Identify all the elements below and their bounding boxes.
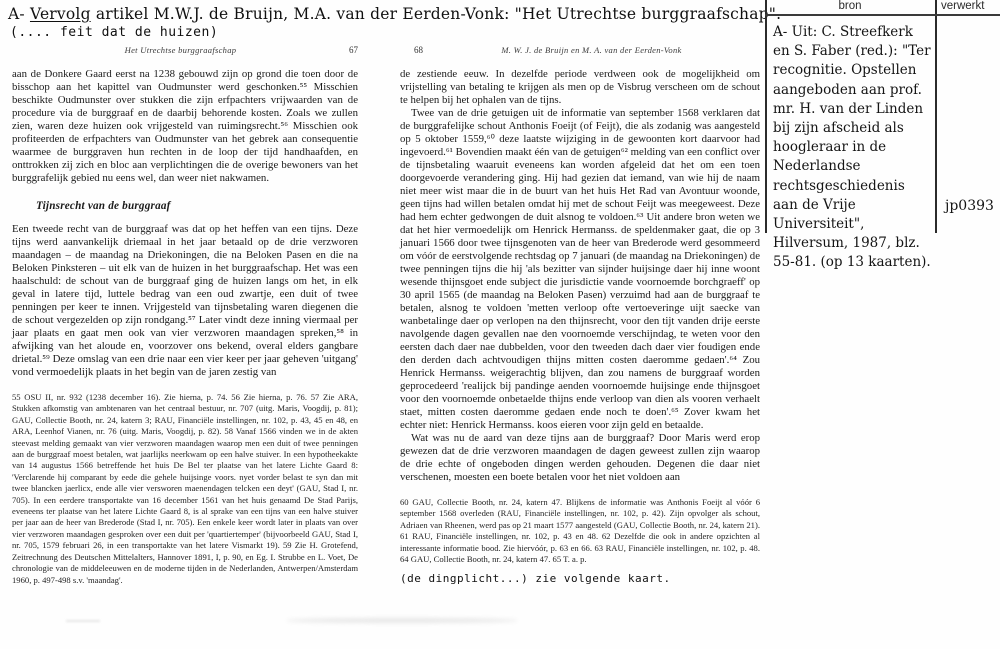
footnotes-right: 60 GAU, Collectie Booth, nr. 24, katern 47. Blijkens de informatie was Anthonis Foeijt al vóór 6 september 1568 overleden (RAU, Financiële instellingen, nr. 102, p. 42). Zijn opvolger als schout, Adriaen van Rheenen, werd pas op 21 maart 1577 aangesteld (GAU, Collectie Booth, nr. 24, katern 21). 61 RAU, Financiële instellingen, nr. 102, p. 43 en 48. 62 Dezelfde die ook in andere opzichten al interessante informatie bood. Zie hiervóór, p. 63 en 66. 63 RAU, Financiële instellingen, nr. 102, p. 48. 64 GAU, Collectie Booth, nr. 24, katern 47. 65 T. a. p. bbox=[400, 497, 760, 565]
typed-subtitle: (.... feit dat de huizen) bbox=[10, 25, 219, 40]
scan-artifact-dots bbox=[66, 620, 100, 622]
title-prefix: A- bbox=[8, 5, 30, 23]
handwritten-title bbox=[8, 5, 782, 23]
card-code: jp0393 bbox=[945, 198, 994, 214]
index-panel-left-border bbox=[765, 0, 767, 233]
scan-page-left bbox=[12, 45, 358, 586]
article-paragraph: de zestiende eeuw. In dezelfde periode verdween ook de mogelijkheid om vrijstelling van betaling te krijgen als men op de Visbrug verscheen om de schout te helpen bij het ophalen van de tijns. bbox=[400, 68, 760, 106]
page-header-left bbox=[12, 45, 358, 55]
article-paragraph: Twee van de drie getuigen uit de informatie van september 1568 verklaren dat de burggrafelijke schout Anthonis Foeijt (of Feijt), die als zodanig was aangesteld op 5 oktober 1559,⁶⁰ deze laatste wijziging in de gewoonten kort daarvoor had ingevoerd.⁶¹ Bovendien maakt één van de getuigen⁶² melding van een conflict over de tijnsbetaling waaruit eveneens kan worden afgeleid dat het om een toen doorgevoerde verandering ging. Hij had gezien dat iemand, van wie hij de naam niet meer wist maar die in de buurt van het huis Het Rad van Avontuur woonde, geen tijns had willen betalen omdat hij met de schout Feijt was meegeweest. Deze had hem echter gedwongen de duit alsnog te voldoen.⁶³ Uit andere bron weten we dat het hier vermoedelijk om Henrick Hermanss. de speldenmaker gaat, die op 3 januari 1566 door twee tijnsgenoten van de heer van Brederode werd gesommeerd om vóór de eerstvolgende rechtsdag op 7 januari (de maandag na Driekoningen) de twee penningen tijns die hij 'als bezitter van sijnder huijsinge daer hij inne woont wesende thijnsgoet ende subject die jurisdictie vande voornoemde borchgraeff' op 30 april 1565 (de maandag na Beloken Pasen) verzuimd had aan de burggraaf te betalen, alsnog te voldoen 'metten verloop ofte vertoeveringe uijt saecke van wanbetalinge daer op verlopen na den thijnsrecht, voor den tijt vanden drije eerste navolgende dagen gevallen nae den voornoemde verschijndag, te weten voor den eersten dach daer nae dubbelden, voor den tweeden dach daer vier foudigen ende den derden dach achtvoudigen thijns mitten costen daeromme gedaen'.⁶⁴ Zou Henrick Hermanss. weigerachtig blijven, dan zou namens de burggraaf worden geprocedeerd 'realijck bij pandinge aenden voornoemde huijsinge ende thijnsgoet voor den voornoemde onbetaelde thijns ende verloop van dien als vooren verhaelt staet, mitten costen daeromme gedaen ende noch te doen'.⁶⁵ Zover kwam het echter niet: Henrick Hermanss. koos eieren voor zijn geld en betaalde. bbox=[400, 107, 760, 431]
scan-artifact-smudge bbox=[286, 618, 518, 623]
article-paragraph: Wat was nu de aard van deze tijns aan de burggraaf? Door Maris werd erop gewezen dat de drie verzworen maandagen de dagen geweest zullen zijn waarop de drie echte of ongeboden dingen werden gehouden. Degenen die daar niet verschenen, moesten een boete betalen voor het niet voldoen aan bbox=[400, 432, 760, 483]
article-paragraph: aan de Donkere Gaard eerst na 1238 gebouwd zijn op grond die toen door de bisschop aan het kapittel van Oudmunster werd geschonken.⁵⁵ Misschien beschikte Oudmunster over stukken die zijn erfpachters vrijwaarden van de procedure via de burggraaf en de daarbij behorende kosten. Zoals we zullen zien, waren deze huizen ook vrijgesteld van ruimingsrecht.⁵⁶ Misschien ook profiteerden de erfpachters van Oudmunster van het gebrek aan consequentie waarmee de burggraven hun rechten in de loop der tijd handhaafden, en onttrokken zij zich en bloc aan verplichtingen die de overige bewoners van het burggrafelijk gebied nu eens wel, dan weer niet nakwamen. bbox=[12, 68, 358, 184]
typed-closing-note: (de dingplicht...) zie volgende kaart. bbox=[400, 572, 671, 586]
page-header-right bbox=[400, 45, 760, 55]
page-number-68: 68 bbox=[414, 45, 423, 55]
page-number-67: 67 bbox=[349, 45, 358, 55]
running-title-right: M. W. J. de Bruijn en M. A. van der Eerden-Vonk bbox=[501, 45, 682, 55]
index-panel bbox=[765, 0, 1000, 271]
column-header-bron: bron bbox=[838, 0, 862, 12]
source-citation: A- Uit: C. Streefkerk en S. Faber (red.): "Ter recognitie. Opstellen aangeboden aan prof. mr. H. van der Linden bij zijn afscheid als hoogleraar in de Nederlandse rechtsgeschiedenis aan de Vrije Universiteit", Hilversum, 1987, blz. 55-81. (op 13 kaarten). bbox=[773, 24, 931, 271]
scan-page-right bbox=[400, 45, 760, 585]
title-rest: artikel M.W.J. de Bruijn, M.A. van der Eerden-Vonk: "Het Utrechtse burggraafschap". bbox=[90, 5, 782, 23]
section-heading: Tijnsrecht van de burggraaf bbox=[36, 200, 171, 212]
title-underlined-word: Vervolg bbox=[29, 5, 91, 23]
footnotes-left: 55 OSU II, nr. 932 (1238 december 16). Zie hierna, p. 74. 56 Zie hierna, p. 76. 57 Zie ARA, Stukken afkomstig van ambtenaren van het centraal bestuur, nr. 707 (uitg. Maris, Voogdij, p. 81); GAU, Collectie Booth, nr. 24, katern 3; RAU, Financiële instellingen, nr. 102, p. 43, 45 en 48, en ARA, Leenhof Vianen, nr. 76 (uitg. Maris, Voogdij, p. 82). 58 Vanaf 1566 vinden we in de akten steevast melding gemaakt van vier verzworen maandagen waarop men een duit of twee penningen aan de burggraaf moest betalen, wat jaarlijks neerkwam op een halve stuiver. In een hypotheekakte van 14 augustus 1566 betreffende het huis De Bel ter plaatse van het latere Lichte Gaard 8: 'Verclarende hij comparant by eede die gehele huijsinge voors. nyet vorder belast te syn dan mit twee blancken jaerlicx, ende alle vier versworen maenendagen telcken een deyt' (GAU, Stad I, nr. 705). In een eerdere transportakte van 16 december 1561 van het huis genaamd De Stad Parijs, eveneens ter plaatse van het latere Lichte Gaard 8, is al sprake van een tijns van een halve stuiver per jaar aan de heer van Brederode (Stad I, nr. 705). Een enkele keer wordt later in plaats van over vier verzworen maandagen gesproken over een duit per 'quartiertemper' (bijvoorbeeld GAU, Stad I, nr. 705, 1579 februari 26, in een transportakte van het latere Vismarkt 19). 59 Zie H. Grotefend, Zeitrechnung des Deutschen Mittelalters, Hannover 1891, I, p. 90, en Eg. I. Strubbe en L. Voet, De chronologie van de middeleeuwen en de moderne tijden in de Nederlanden, Antwerpen/Amsterdam 1960, p. 497-498 s.v. 'maandag'. bbox=[12, 392, 358, 585]
index-panel-header-rule bbox=[765, 14, 1000, 16]
index-panel-column-divider bbox=[935, 0, 937, 233]
column-header-verwerkt: verwerkt bbox=[941, 0, 985, 12]
running-title-left: Het Utrechtse burggraafschap bbox=[124, 45, 237, 55]
article-paragraph: Een tweede recht van de burggraaf was dat op het heffen van een tijns. Deze tijns werd aanvankelijk driemaal in het jaar betaald op de drie verzworen maandagen – de maandag na Driekoningen, die na Beloken Pasen en die na Beloken Pinksteren – uit elk van de huizen in het burggraafschap. Het was een haalschuld: de schout van de burggraaf ging de huizen langs om het, in elk geval in latere tijd, luttele bedrag van een oud zwartje, een duit of twee penningen per keer te innen. Vrijgesteld van tijnsbetaling waren diegenen die de schout vergezelden op zijn rondgang.⁵⁷ Later vindt deze inning viermaal per jaar plaats en gaat men ook van vier verzworen maandagen spreken,⁵⁸ in afwijking van het aloude en, voorzover ons bekend, overal elders gangbare drietal.⁵⁹ Deze omslag van een drie naar een vier keer per jaar geheven 'uitgang' vond vermoedelijk plaats in het begin van de jaren zestig van bbox=[12, 223, 358, 378]
